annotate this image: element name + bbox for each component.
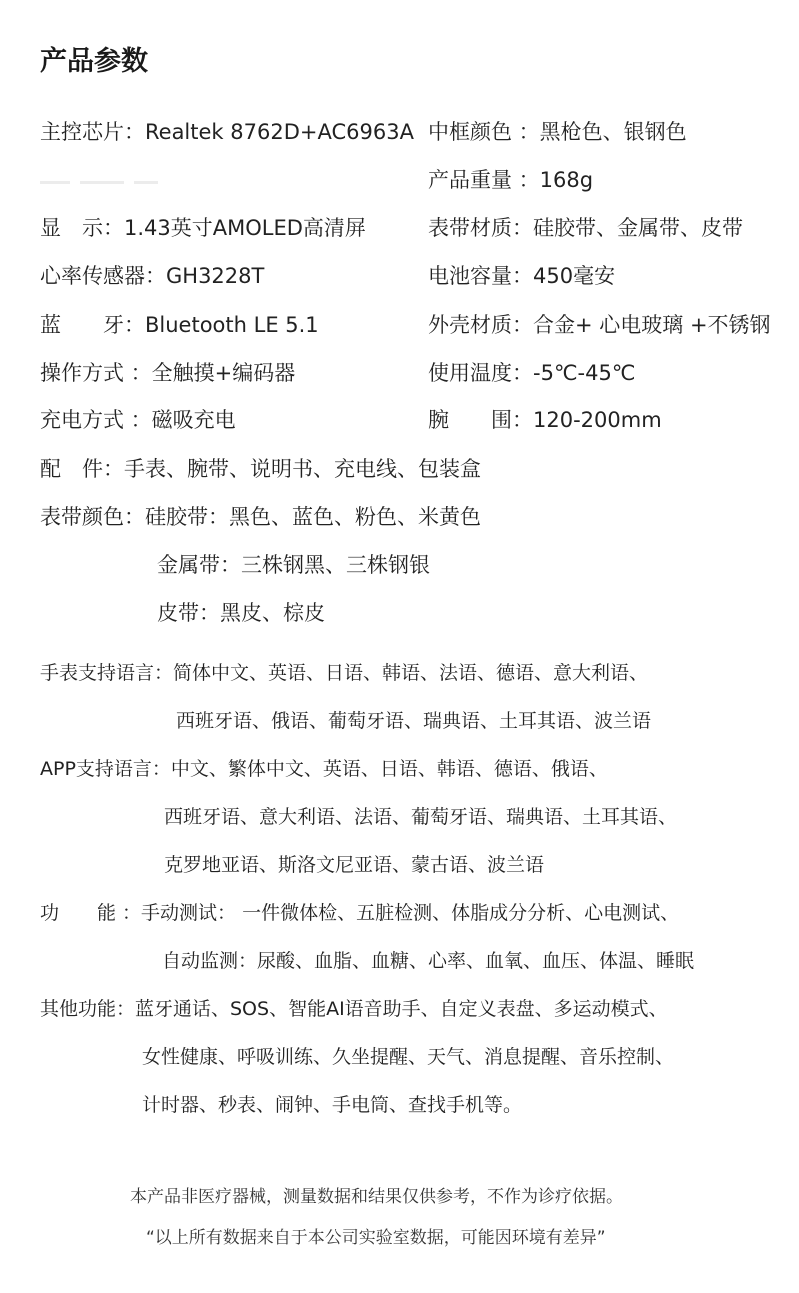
spec-bluetooth: 蓝 牙：Bluetooth LE 5.1	[40, 313, 319, 337]
app-languages-cont-2: 克罗地亚语、斯洛文尼亚语、蒙古语、波兰语	[164, 854, 545, 876]
spec-strap-material: 表带材质：硅胶带、金属带、皮带	[428, 216, 743, 240]
spec-display: 显 示：1.43英寸AMOLED高清屏	[40, 216, 366, 240]
spec-strap-colors: 表带颜色：硅胶带：黑色、蓝色、粉色、米黄色	[40, 505, 481, 529]
spec-charging: 充电方式 ：磁吸充电	[40, 408, 236, 432]
spec-battery: 电池容量：450毫安	[428, 264, 616, 288]
spec-temperature: 使用温度：-5℃-45℃	[428, 361, 636, 385]
app-languages-cont-1: 西班牙语、意大利语、法语、葡萄牙语、瑞典语、土耳其语、	[164, 806, 678, 828]
faint-marks	[40, 172, 200, 186]
spec-wrist-size: 腕 围：120-200mm	[428, 408, 662, 432]
disclaimer-lab-data: “以上所有数据来自于本公司实验室数据，可能因环境有差异”	[146, 1228, 606, 1248]
spec-heart-rate-sensor: 心率传感器：GH3228T	[40, 264, 265, 288]
functions-auto: 自动监测：尿酸、血脂、血糖、心率、血氧、血压、体温、睡眠	[162, 950, 695, 972]
spec-chip: 主控芯片：Realtek 8762D+AC6963A	[40, 120, 414, 144]
watch-languages: 手表支持语言：简体中文、英语、日语、韩语、法语、德语、意大利语、	[40, 662, 649, 684]
spec-strap-colors-metal: 金属带：三株钢黑、三株钢银	[157, 553, 430, 577]
other-functions-cont-2: 计时器、秒表、闹钟、手电筒、查找手机等。	[142, 1094, 523, 1116]
other-functions-cont-1: 女性健康、呼吸训练、久坐提醒、天气、消息提醒、音乐控制、	[142, 1046, 675, 1068]
watch-languages-cont: 西班牙语、俄语、葡萄牙语、瑞典语、土耳其语、波兰语	[176, 710, 652, 732]
other-functions: 其他功能：蓝牙通话、SOS、智能AI语音助手、自定义表盘、多运动模式、	[40, 998, 668, 1020]
spec-weight: 产品重量 ：168g	[428, 168, 594, 192]
spec-operation: 操作方式 ：全触摸+编码器	[40, 361, 296, 385]
functions: 功 能 ：手动测试： 一件微体检、五脏检测、体脂成分分析、心电测试、	[40, 902, 680, 924]
spec-shell-material: 外壳材质：合金+ 心电玻璃 +不锈钢	[428, 313, 771, 337]
page-title: 产品参数	[40, 46, 148, 77]
spec-accessories: 配 件：手表、腕带、说明书、充电线、包装盒	[40, 457, 481, 481]
disclaimer-medical: 本产品非医疗器械，测量数据和结果仅供参考，不作为诊疗依据。	[130, 1187, 623, 1207]
spec-strap-colors-leather: 皮带：黑皮、棕皮	[157, 601, 325, 625]
spec-frame-color: 中框颜色 ：黑枪色、银钢色	[428, 120, 687, 144]
app-languages: APP支持语言：中文、繁体中文、英语、日语、韩语、德语、俄语、	[40, 758, 608, 780]
